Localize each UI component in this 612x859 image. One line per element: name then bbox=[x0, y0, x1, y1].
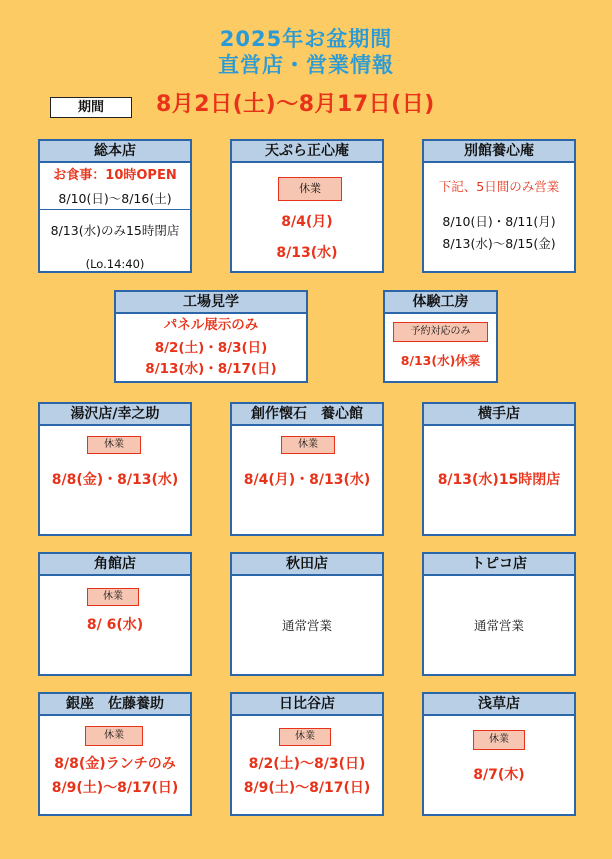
store-dates: 8/13(水) bbox=[276, 245, 338, 261]
store-card-kakunodate bbox=[38, 552, 192, 676]
divider bbox=[40, 209, 190, 210]
period-label: 期間 bbox=[50, 97, 132, 118]
store-note: 下記、5日間のみ営業 bbox=[438, 179, 560, 194]
store-note: パネル展示のみ bbox=[163, 317, 259, 333]
store-card-sohonten bbox=[38, 139, 192, 273]
store-name: トピコ店 bbox=[424, 554, 574, 576]
store-status: 通常営業 bbox=[281, 618, 332, 633]
store-name: 体験工房 bbox=[385, 292, 496, 314]
store-name: 湯沢店/幸之助 bbox=[40, 404, 190, 426]
page-title: 2025年お盆期間 bbox=[219, 27, 393, 51]
closed-badge: 休業 bbox=[281, 436, 335, 454]
closed-badge: 休業 bbox=[278, 177, 342, 201]
store-dates: 8/10(日)～8/16(土) bbox=[58, 191, 172, 206]
store-status: 通常営業 bbox=[473, 618, 524, 633]
store-card-akita bbox=[230, 552, 384, 676]
store-card-yokote bbox=[422, 402, 576, 536]
store-note: (Lo.14:40) bbox=[85, 257, 145, 271]
store-card-asakusa bbox=[422, 692, 576, 816]
store-name: 浅草店 bbox=[424, 694, 574, 716]
closed-badge: 休業 bbox=[85, 726, 143, 746]
store-dates: 8/2(土)・8/3(日) bbox=[154, 340, 268, 356]
store-name: 横手店 bbox=[424, 404, 574, 426]
store-card-kojo bbox=[114, 290, 308, 383]
store-name: 工場見学 bbox=[116, 292, 306, 314]
store-dates: 8/4(月) bbox=[281, 214, 333, 230]
store-card-tempura bbox=[230, 139, 384, 273]
store-name: 別館養心庵 bbox=[424, 141, 574, 163]
store-dates: 8/13(水)休業 bbox=[400, 353, 481, 368]
store-name: 銀座 佐藤養助 bbox=[40, 694, 190, 716]
store-card-topico bbox=[422, 552, 576, 676]
store-name: 秋田店 bbox=[232, 554, 382, 576]
store-dates: 8/7(木) bbox=[473, 767, 525, 783]
store-dates: 8/13(水)・8/17(日) bbox=[145, 361, 277, 377]
store-name: 総本店 bbox=[40, 141, 190, 163]
store-card-bekkan bbox=[422, 139, 576, 273]
closed-badge: 休業 bbox=[87, 588, 139, 606]
closed-badge: 休業 bbox=[87, 436, 141, 454]
closed-badge: 休業 bbox=[473, 730, 525, 750]
store-dates: 8/ 6(水) bbox=[86, 617, 144, 633]
store-card-ginza bbox=[38, 692, 192, 816]
store-dates: 8/13(水)～8/15(金) bbox=[442, 236, 556, 251]
store-card-sosaku bbox=[230, 402, 384, 536]
closed-badge: 休業 bbox=[279, 728, 331, 746]
store-dates: 8/9(土)～8/17(日) bbox=[243, 780, 371, 796]
store-card-taiken bbox=[383, 290, 498, 383]
period-text: 8月2日(土)～8月17日(日) bbox=[156, 92, 435, 117]
store-name: 天ぷら正心庵 bbox=[232, 141, 382, 163]
store-dates: 8/9(土)～8/17(日) bbox=[51, 780, 179, 796]
store-dates: 8/2(土)～8/3(日) bbox=[248, 756, 366, 772]
store-card-yuzawa bbox=[38, 402, 192, 536]
store-dates: 8/10(日)・8/11(月) bbox=[442, 214, 556, 229]
reservation-badge: 予約対応のみ bbox=[393, 322, 488, 342]
store-dates: 8/13(水)のみ15時閉店 bbox=[50, 223, 180, 238]
store-dates: 8/8(金)ランチのみ bbox=[54, 756, 176, 772]
store-name: 日比谷店 bbox=[232, 694, 382, 716]
store-dates: 8/8(金)・8/13(水) bbox=[51, 472, 179, 488]
store-note: お食事：10時OPEN bbox=[53, 168, 177, 183]
store-name: 創作懐石 養心館 bbox=[232, 404, 382, 426]
store-name: 角館店 bbox=[40, 554, 190, 576]
store-dates: 8/13(水)15時閉店 bbox=[437, 472, 561, 488]
page-subtitle: 直営店・営業情報 bbox=[218, 53, 394, 77]
store-dates: 8/4(月)・8/13(水) bbox=[243, 472, 371, 488]
store-card-hibiya bbox=[230, 692, 384, 816]
